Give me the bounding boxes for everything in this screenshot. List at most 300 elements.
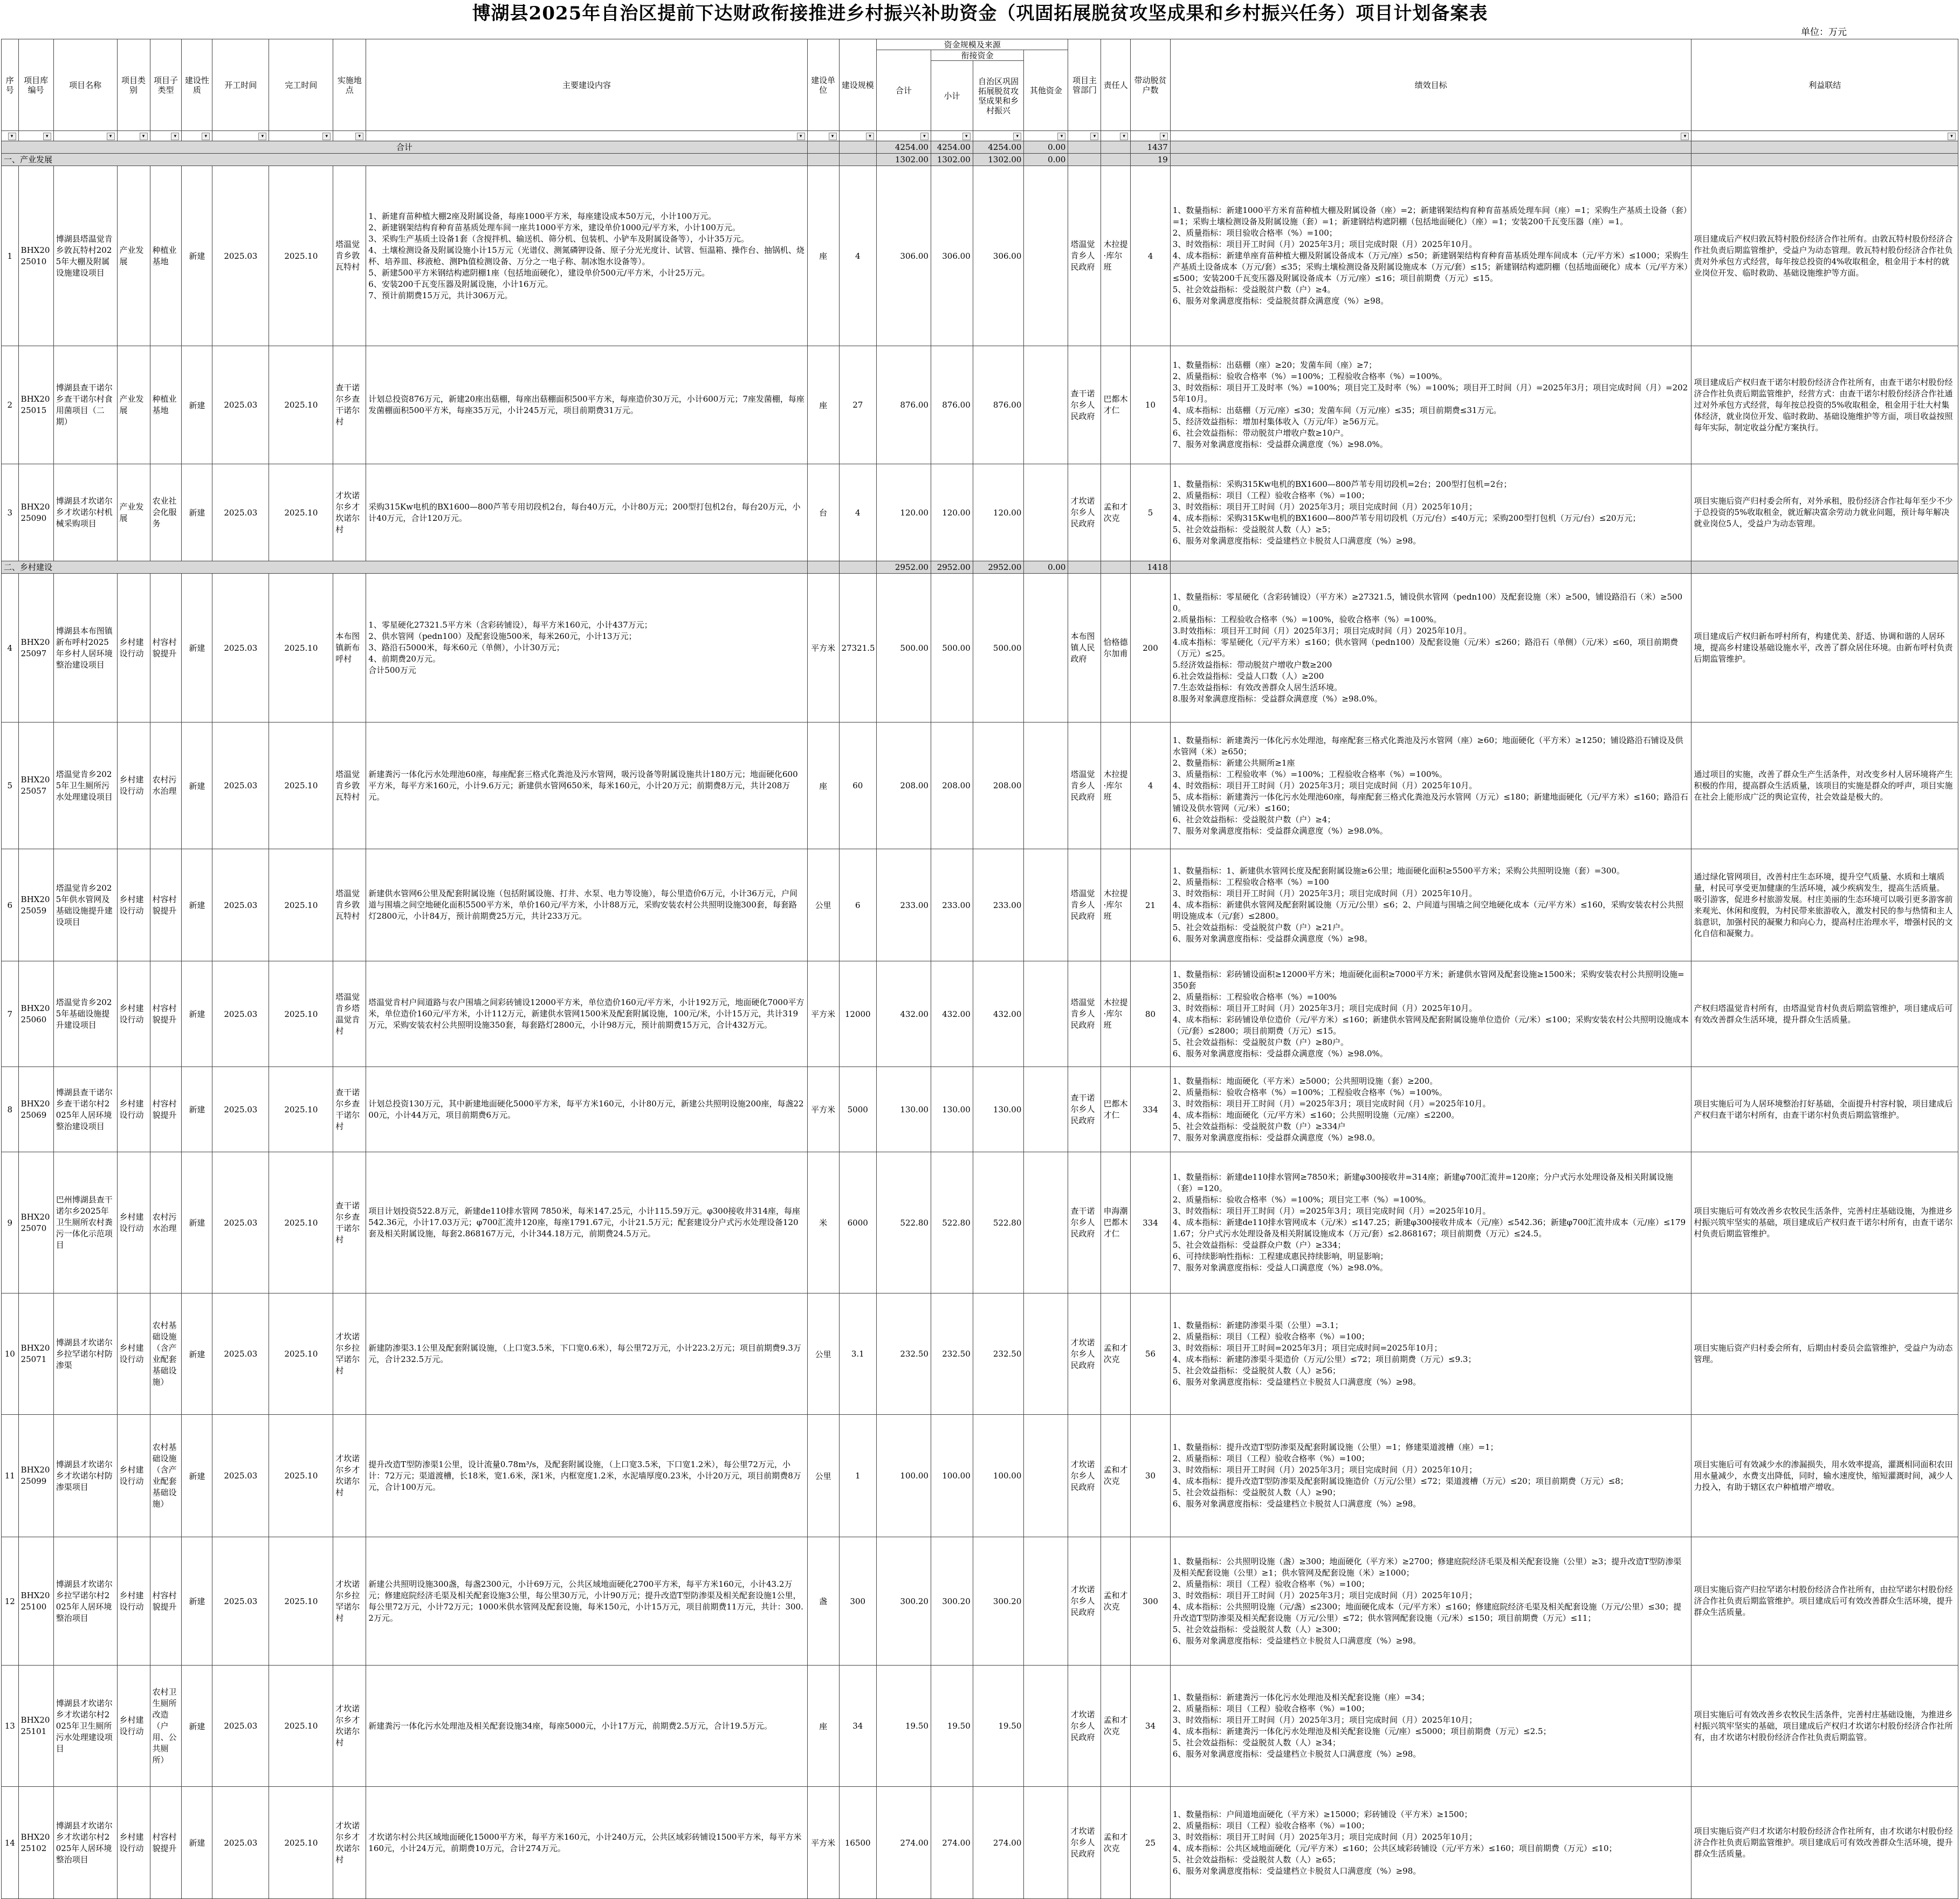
filter-dropdown-icon[interactable]: ▾ (202, 133, 210, 140)
row-benefit: 项目实施后可有效改善乡农牧民生活条件，完善村庄基础设施，为推进乡村振兴筑牢坚实的基础，项目建成后产权归才坎诺尔村股份经济合作社所有，由才坎诺尔村股份经济合作社负责后期监管。 (1691, 1666, 1958, 1787)
row-name: 博湖县本布图镇新布呼村2025年乡村人居环境整治建设项目 (53, 574, 117, 723)
row-benefit: 项目建成后产权归敦瓦特村股份经济合作社所有。由敦瓦特村股份经济合作社负责后期监管维护，受益户为动态管理。敦瓦特村股份经济合作社负责对外承包方式经营，每年按总投资的4%收取租金，租金用于本村的就业岗位开发、临时救助、基础设施维护等方面。 (1691, 166, 1958, 346)
row-unit: 盏 (807, 1537, 839, 1666)
row-poor: 80 (1131, 961, 1171, 1067)
row-type: 乡村建设行动 (117, 1293, 150, 1415)
header-benefit: 利益联结 (1691, 39, 1958, 131)
row-code: BHX2025101 (18, 1666, 53, 1787)
row-total: 208.00 (876, 723, 931, 849)
table-header (2, 39, 1958, 131)
row-subtotal: 300.20 (931, 1537, 973, 1666)
table-row (2, 1415, 1958, 1537)
row-subtype: 村容村貌提升 (150, 1067, 182, 1152)
row-scale: 27 (839, 346, 876, 464)
section-label: 二、乡村建设 (2, 561, 808, 574)
row-start: 2025.03 (212, 464, 269, 561)
row-start: 2025.03 (212, 723, 269, 849)
row-perf: 1、数量指标：出菇棚（座）≥20；发菌车间（座）≥7； 2、质量指标：验收合格率（%）=100%；工程验收合格率（%）=100%。 3、时效指标：项目开工及时率（%）=100%；项目完工及时率（%）=100%；项目开工时间（月）=2025年3月；项目完成时间（月）=2025年10月。 4、成本指标：出菇棚（万元/座）≤30；发菌车间（万元/座）≤35；项目前期费≤31万元。 5、经济效益指标：增加村集体收入（万元/年）≥56万元。 6、社会效益指标：带动脱贫户增收户数≥10户。 7、服务对象满意度指标：受益群众满意度（%）≥98.0%。 (1170, 346, 1691, 464)
row-nature: 新建 (182, 1537, 212, 1666)
header-scale: 建设规模 (839, 39, 876, 131)
row-scale: 60 (839, 723, 876, 849)
row-person: 恰格德尔加甫 (1101, 574, 1131, 723)
row-other (1024, 1067, 1068, 1152)
row-name: 博湖县才坎诺尔乡才坎诺尔村机械采购项目 (53, 464, 117, 561)
row-autonomous: 19.50 (973, 1666, 1024, 1787)
row-type: 乡村建设行动 (117, 849, 150, 961)
table-row (2, 574, 1958, 723)
row-subtype: 村容村貌提升 (150, 1537, 182, 1666)
row-type: 乡村建设行动 (117, 1537, 150, 1666)
row-other (1024, 1666, 1068, 1787)
row-scale: 4 (839, 166, 876, 346)
row-perf: 1、数量指标：户间道地面硬化（平方米）≥15000；彩砖铺设（平方米）≥1500； 2、质量指标：项目（工程）验收合格率（%）=100； 3、时效指标：项目开工时间（月）2025年3月；项目完成时间（月）2025年10月； 4、成本指标：公共区域地面硬化（元/平方米）≤160；公共区域彩砖铺设（元/平方米）≤160；项目前期费（万元）≤10； 5、社会效益指标：受益脱贫人数（人）≥65； 6、服务对象满意度指标：受益建档立卡脱贫人口满意度（%）≥98。 (1170, 1787, 1691, 1899)
summary-label: 合计 (2, 141, 808, 154)
row-benefit: 项目实施后可为人居环境整治打好基础，全面提升村容村貌，项目建成后产权归查干诺尔村所有，由查干诺尔村负责后期监管维护。 (1691, 1067, 1958, 1152)
section-other: 0.00 (1024, 561, 1068, 574)
section-benefit (1691, 561, 1958, 574)
row-total: 233.00 (876, 849, 931, 961)
row-code: BHX2025060 (18, 961, 53, 1067)
row-autonomous: 306.00 (973, 166, 1024, 346)
row-dept: 才坎诺尔乡人民政府 (1068, 1666, 1101, 1787)
row-scale: 34 (839, 1666, 876, 1787)
filter-cell (807, 131, 839, 141)
row-total: 300.20 (876, 1537, 931, 1666)
filter-dropdown-icon[interactable]: ▾ (8, 133, 16, 140)
row-autonomous: 522.80 (973, 1152, 1024, 1293)
row-poor: 4 (1131, 723, 1171, 849)
row-subtotal: 130.00 (931, 1067, 973, 1152)
header-perf: 绩效目标 (1170, 39, 1691, 131)
summary-autonomous: 4254.00 (973, 141, 1024, 154)
filter-cell (839, 131, 876, 141)
filter-dropdown-icon[interactable]: ▾ (258, 133, 266, 140)
filter-cell (876, 131, 931, 141)
filter-dropdown-icon[interactable]: ▾ (866, 133, 874, 140)
row-other (1024, 166, 1068, 346)
section-row (2, 561, 1958, 574)
row-name: 塔温觉肯乡2025年基础设施提升建设项目 (53, 961, 117, 1067)
row-end: 2025.10 (269, 961, 333, 1067)
header-place: 实施地点 (333, 39, 366, 131)
summary-benefit (1691, 141, 1958, 154)
row-scale: 300 (839, 1537, 876, 1666)
row-place: 才坎诺尔乡才坎诺尔村 (333, 464, 366, 561)
section-dept (1068, 154, 1101, 166)
row-dept: 才坎诺尔乡人民政府 (1068, 1415, 1101, 1537)
row-content: 计划总投资876万元，新建20座出菇棚，每座出菇棚面积500平方米，每座造价30万元，小计600万元；7座发菌棚，每座发菌棚面积500平方米，每座35万元，小计245万元，项目前期费31万元。 (366, 346, 807, 464)
row-autonomous: 120.00 (973, 464, 1024, 561)
filter-dropdown-icon[interactable]: ▾ (1090, 133, 1098, 140)
table-row (2, 849, 1958, 961)
row-other (1024, 1293, 1068, 1415)
row-benefit: 项目实施后可有效减少水的渗漏损失，用水效率提高，灌溉相同面积农田用水量减少，水费支出降低，同时，输水速度快，缩短灌溉时间，减少人力投入，有助于辖区农户种植增产增收。 (1691, 1415, 1958, 1537)
row-autonomous: 232.50 (973, 1293, 1024, 1415)
header-nature: 建设性质 (182, 39, 212, 131)
row-person: 木拉提·库尔班 (1101, 849, 1131, 961)
row-benefit: 项目实施后可有效改善乡农牧民生活条件，完善村庄基础设施，为推进乡村振兴筑牢坚实的基础，项目建成后产权归查干诺尔村所有，由查干诺尔村负责后期监管维护。 (1691, 1152, 1958, 1293)
row-dept: 塔温觉肯乡人民政府 (1068, 723, 1101, 849)
row-unit: 平方米 (807, 1067, 839, 1152)
header-subtotal: 小计 (931, 61, 973, 131)
row-dept: 查干诺尔乡人民政府 (1068, 1152, 1101, 1293)
row-perf: 1、数量指标：彩砖铺设面积≥12000平方米；地面硬化面积≥7000平方米；新建供水管网及配套设施≥1500米；采购安装农村公共照明设施=350套 2、质量指标：工程验收合格率（%）=100% 3、时效指标：项目开工时间（月）2025年3月；项目完成时间（月）2025年10月。 4、成本指标：彩砖铺设单位造价（元/平方米）≤160；新建供水管网及配套附属设施单位造价（元/米）≤100；采购安装农村公共照明设施成本（元/套）≤2800；项目前期费（万元）≤15。 5、社会效益指标：受益脱贫户数（户）≥80户。 6、服务对象满意度指标：受益群众满意度（%）≥98.0%。 (1170, 961, 1691, 1067)
row-dept: 才坎诺尔乡人民政府 (1068, 1293, 1101, 1415)
row-subtotal: 306.00 (931, 166, 973, 346)
filter-row (2, 131, 1958, 141)
row-seq: 4 (2, 574, 19, 723)
row-poor: 21 (1131, 849, 1171, 961)
row-subtotal: 233.00 (931, 849, 973, 961)
row-end: 2025.10 (269, 166, 333, 346)
row-seq: 8 (2, 1067, 19, 1152)
summary-scale (839, 141, 876, 154)
section-unit (807, 561, 839, 574)
row-seq: 13 (2, 1666, 19, 1787)
filter-dropdown-icon[interactable]: ▾ (829, 133, 837, 140)
filter-dropdown-icon[interactable]: ▾ (322, 133, 331, 140)
section-other: 0.00 (1024, 154, 1068, 166)
row-dept: 塔温觉肯乡人民政府 (1068, 849, 1101, 961)
row-place: 塔温觉肯乡塔温觉肯村 (333, 961, 366, 1067)
row-scale: 16500 (839, 1787, 876, 1899)
row-perf: 1、数量指标：采购315Kw电机的BX1600—800芦苇专用切段机=2台；200型打包机=2台； 2、质量指标：项目（工程）验收合格率（%）=100； 3、时效指标：项目开工时间（月）2025年3月；项目完成时间（月）2025年10月； 4、成本指标：采购315Kw电机的BX1600—800芦苇专用切段机（万元/台）≤40万元；采购200型打包机（万元/台）≤20万元； 5、社会效益指标：受益脱贫人数（人）≥5； 6、服务对象满意度指标：受益建档立卡脱贫人口满意度（%）≥98。 (1170, 464, 1691, 561)
row-perf: 1、数量指标：公共照明设施（盏）≥300；地面硬化（平方米）≥2700；修建庭院经济毛渠及相关配套设施（公里）≥3；提升改造T型防渗渠及相关配套设施（公里）≥1；供水管网及配套设施（米）≥1000； 2、质量指标：项目（工程）验收合格率（%）=100； 3、时效指标：项目开工时间（月）2025年3月；项目完成时间（月）2025年10月； 4、成本指标：公共照明设施（元/盏）≤2300；地面硬化成本（元/平方米）≤160；修建庭院经济毛渠及相关配套设施（万元/公里）≤30；提升改造T型防渗渠及相关配套设施（万元/公里）≤72；供水管网配套设施（元/米）≤150；项目前期费（万元）≤11； 5、社会效益指标：受益脱贫人数（人）≥300； 6、服务对象满意度指标：受益建档立卡脱贫人口满意度（%）≥98。 (1170, 1537, 1691, 1666)
header-type: 项目类别 (117, 39, 150, 131)
filter-dropdown-icon[interactable]: ▾ (1013, 133, 1021, 140)
header-funds-group: 资金规模及来源 (876, 39, 1068, 50)
header-other: 其他资金 (1024, 50, 1068, 131)
summary-dept (1068, 141, 1101, 154)
filter-cell (1024, 131, 1068, 141)
row-nature: 新建 (182, 849, 212, 961)
row-perf: 1、数量指标：新建粪污一体化污水处理池及相关配套设施（座）=34； 2、质量指标：项目（工程）验收合格率（%）=100； 3、时效指标：项目开工时间（月）2025年3月；项目完成时间（月）2025年10月； 4、成本指标：新建粪污一体化污水处理池及相关配套设施（元/座）≤5000；项目前期费（万元）≤2.5； 5、社会效益指标：受益脱贫人数（人）≥34； 6、服务对象满意度指标：受益建档立卡脱贫人口满意度（%）≥98。 (1170, 1666, 1691, 1787)
row-end: 2025.10 (269, 1537, 333, 1666)
filter-cell (18, 131, 53, 141)
row-subtotal: 100.00 (931, 1415, 973, 1537)
row-unit: 台 (807, 464, 839, 561)
row-name: 博湖县才坎诺尔乡才坎诺尔村2025年卫生厕所污水处理建设项目 (53, 1666, 117, 1787)
row-nature: 新建 (182, 723, 212, 849)
row-start: 2025.03 (212, 1537, 269, 1666)
filter-cell (2, 131, 19, 141)
row-person: 孟和才次克 (1101, 464, 1131, 561)
table-row (2, 961, 1958, 1067)
section-unit (807, 154, 839, 166)
summary-row (2, 141, 1958, 154)
row-other (1024, 723, 1068, 849)
row-scale: 12000 (839, 961, 876, 1067)
table-row (2, 1666, 1958, 1787)
section-perf (1170, 561, 1691, 574)
row-benefit: 项目实施后资产归才坎诺尔村股份经济合作社所有，由才坎诺尔村股份经济合作社负责后期监管维护。项目建成后可有效改善群众生活环境，提升群众生活质量。 (1691, 1787, 1958, 1899)
row-start: 2025.03 (212, 1787, 269, 1899)
row-dept: 才坎诺尔乡人民政府 (1068, 464, 1101, 561)
filter-dropdown-icon[interactable]: ▾ (1948, 133, 1956, 140)
filter-dropdown-icon[interactable]: ▾ (107, 133, 115, 140)
row-name: 博湖县塔温觉肯乡敦瓦特村2025年大棚及附属设施建设项目 (53, 166, 117, 346)
row-total: 876.00 (876, 346, 931, 464)
filter-cell (973, 131, 1024, 141)
header-total: 合计 (876, 50, 931, 131)
row-subtype: 村容村貌提升 (150, 849, 182, 961)
row-total: 500.00 (876, 574, 931, 723)
row-scale: 27321.5 (839, 574, 876, 723)
row-subtotal: 120.00 (931, 464, 973, 561)
row-person: 木拉提·库尔班 (1101, 723, 1131, 849)
section-subtotal: 1302.00 (931, 154, 973, 166)
row-dept: 才坎诺尔乡人民政府 (1068, 1537, 1101, 1666)
row-unit: 平方米 (807, 1787, 839, 1899)
row-total: 306.00 (876, 166, 931, 346)
row-seq: 1 (2, 166, 19, 346)
row-perf: 1、数量指标：零星硬化（含彩砖铺设）（平方米）≥27321.5，铺设供水管网（pedn100）及配套设施（米）≥500，铺设路沿石（米）≥5000。 2.质量指标：工程验收合格率（%）=100%，验收合格率（%）=100%。 3.时效指标：项目开工时间（月）2025年3月；项目完成时间（月）2025年10月。 4.成本指标：零星硬化（元/平方米）≤160；供水管网（pedn100）及配套设施（元/米）≤260；路沿石（单侧）（元/米）≤60，项目前期费（万元）≤25。 5.经济效益指标：带动脱贫户增收户数≥200 6.社会效益指标：受益人口数（人）≥200 7.生态效益指标：有效改善群众人居生活环境。 8.服务对象满意度指标：受益群众满意度（%）≥98.0%。 (1170, 574, 1691, 723)
table-row (2, 1293, 1958, 1415)
filter-dropdown-icon[interactable]: ▾ (1057, 133, 1065, 140)
row-person: 孟和才次克 (1101, 1293, 1131, 1415)
row-nature: 新建 (182, 1666, 212, 1787)
row-code: BHX2025059 (18, 849, 53, 961)
filter-dropdown-icon[interactable]: ▾ (962, 133, 971, 140)
row-autonomous: 300.20 (973, 1537, 1024, 1666)
filter-dropdown-icon[interactable]: ▾ (1160, 133, 1168, 140)
row-content: 新建粪污一体化污水处理池及相关配套设施34座，每座5000元，小计17万元，前期费2.5万元，合计19.5万元。 (366, 1666, 807, 1787)
row-unit: 座 (807, 346, 839, 464)
section-label: 一、产业发展 (2, 154, 808, 166)
row-content: 才坎诺尔村公共区域地面硬化15000平方米，每平方米160元，小计240万元，公共区域彩砖铺设1500平方米，每平方米160元，小计24万元，前期费10万元，合计274万元。 (366, 1787, 807, 1899)
row-benefit: 产权归塔温觉肯村所有，由塔温觉肯村负责后期监管维护，项目建成后可有效改善群众生活环境，提升群众生活质量。 (1691, 961, 1958, 1067)
row-poor: 30 (1131, 1415, 1171, 1537)
row-content: 塔温觉肯村户间道路与农户围墙之间彩砖铺设12000平方米，单位造价160元/平方米，小计192万元，地面硬化7000平方米，单位造价160元/平方米，小计112万元，新建供水管网1500米及配套附属设施，100元/米，小计15万元，共计319万元，采购安装农村公共照明设施350套，每套路灯2800元，小计98万元，预计前期费15万元，合计432万元。 (366, 961, 807, 1067)
row-poor: 10 (1131, 346, 1171, 464)
row-content: 计划总投资130万元，其中新建地面硬化5000平方米，每平方米160元，小计80万元，新建公共照明设施200座，每盏2200元，小计44万元，项目前期费6万元。 (366, 1067, 807, 1152)
row-place: 查干诺尔乡查干诺尔村 (333, 1152, 366, 1293)
row-unit: 平方米 (807, 574, 839, 723)
filter-cell (333, 131, 366, 141)
row-name: 塔温觉肯乡2025年供水管网及基础设施提升建设项目 (53, 849, 117, 961)
row-start: 2025.03 (212, 1666, 269, 1787)
row-type: 乡村建设行动 (117, 1666, 150, 1787)
row-poor: 334 (1131, 1067, 1171, 1152)
row-dept: 才坎诺尔乡人民政府 (1068, 1787, 1101, 1899)
row-code: BHX2025015 (18, 346, 53, 464)
row-end: 2025.10 (269, 1666, 333, 1787)
row-subtotal: 500.00 (931, 574, 973, 723)
row-scale: 6000 (839, 1152, 876, 1293)
header-content: 主要建设内容 (366, 39, 807, 131)
row-total: 120.00 (876, 464, 931, 561)
filter-dropdown-icon[interactable]: ▾ (355, 133, 363, 140)
row-end: 2025.10 (269, 1415, 333, 1537)
row-seq: 5 (2, 723, 19, 849)
row-other (1024, 1415, 1068, 1537)
page-title: 博湖县2025年自治区提前下达财政衔接推进乡村振兴补助资金（巩固拓展脱贫攻坚成果和乡村振兴任务）项目计划备案表 (472, 3, 1488, 24)
row-place: 塔温觉肯乡敦瓦特村 (333, 723, 366, 849)
header-unit: 建设单位 (807, 39, 839, 131)
section-total: 2952.00 (876, 561, 931, 574)
row-nature: 新建 (182, 1293, 212, 1415)
row-benefit: 项目建成后产权归新布呼村所有，构建优美、舒适、协调和谐的人居环境，提高乡村建设基础设施水平，改善了群众居住环境。由新布呼村负责后期监管维护。 (1691, 574, 1958, 723)
row-nature: 新建 (182, 1067, 212, 1152)
row-seq: 6 (2, 849, 19, 961)
filter-dropdown-icon[interactable]: ▾ (1120, 133, 1128, 140)
row-scale: 3.1 (839, 1293, 876, 1415)
row-autonomous: 274.00 (973, 1787, 1024, 1899)
row-autonomous: 432.00 (973, 961, 1024, 1067)
row-subtype: 种植业基地 (150, 346, 182, 464)
row-unit: 公里 (807, 1415, 839, 1537)
filter-dropdown-icon[interactable]: ▾ (171, 133, 179, 140)
section-total: 1302.00 (876, 154, 931, 166)
row-name: 博湖县查干诺尔乡查干诺尔村2025年人居环境整治建设项目 (53, 1067, 117, 1152)
row-subtotal: 432.00 (931, 961, 973, 1067)
row-end: 2025.10 (269, 1152, 333, 1293)
row-content: 1、新建育苗种植大棚2座及附属设备，每座1000平方米，每座建设成本50万元，小计100万元。 2、新建钢架结构育种育苗基质处理车间一座共1000平方米，建设单价1000元/平方米，小计100万元。 3、采购生产基质土设备1套（含搅拌机、输送机、筛分机、包装机、小铲车及附属设备等），小计35万元。 4、土壤检测设备及附属设施小计15万元（光谱仪、测氮磷钾设备、原子分光光度计、试管、恒温箱、操作台、抽锅机、烧杯、培养皿、移液枪、测Ph值检测设备、万分之一电子称、制冰饱水设备等）。 5、新建500平方米钢结构遮阴棚1座（包括地面硬化），建设单价500元/平方米，小计25万元。 6、安装200千瓦变压器及附属设施，小计16万元。 7、预计前期费15万元，共计306万元。 (366, 166, 807, 346)
row-content: 新建粪污一体化污水处理池60座，每座配套三格式化粪池及污水管网，吸污设备等附属设施共计180万元；地面硬化600平方米，每平方米160元，小计9.6万元；新建供水管网650米，每米160元，小计20万元；前期费8万元，共计208万元。 (366, 723, 807, 849)
filter-cell (366, 131, 807, 141)
filter-cell (150, 131, 182, 141)
row-other (1024, 1787, 1068, 1899)
row-place: 本布图镇新布呼村 (333, 574, 366, 723)
row-person: 申海潮巴都木才仁 (1101, 1152, 1131, 1293)
section-scale (839, 561, 876, 574)
row-content: 项目计划投资522.8万元，新建de110排水管网 7850米，每米147.25元，小计115.59万元。φ300接收井314座，每座542.36元，小计17.03万元；φ700汇流井120座，每座1791.67元，小计21.5万元；配套建设分户式污水处理设备120套及相关附属设施，每套2.868167万元，小计344.18万元，前期费24.5万元。 (366, 1152, 807, 1293)
row-seq: 3 (2, 464, 19, 561)
row-start: 2025.03 (212, 1293, 269, 1415)
header-name: 项目名称 (53, 39, 117, 131)
row-dept: 塔温觉肯乡人民政府 (1068, 166, 1101, 346)
row-total: 19.50 (876, 1666, 931, 1787)
row-subtype: 村容村貌提升 (150, 574, 182, 723)
row-place: 塔温觉肯乡敦瓦特村 (333, 849, 366, 961)
section-autonomous: 1302.00 (973, 154, 1024, 166)
row-unit: 公里 (807, 849, 839, 961)
section-subtotal: 2952.00 (931, 561, 973, 574)
row-code: BHX2025099 (18, 1415, 53, 1537)
row-code: BHX2025070 (18, 1152, 53, 1293)
row-subtype: 农业社会化服务 (150, 464, 182, 561)
row-other (1024, 464, 1068, 561)
row-unit: 平方米 (807, 961, 839, 1067)
row-person: 孟和才次克 (1101, 1415, 1131, 1537)
row-place: 查干诺尔乡查干诺尔村 (333, 1067, 366, 1152)
row-subtotal: 19.50 (931, 1666, 973, 1787)
row-content: 采购315Kw电机的BX1600—800芦苇专用切段机2台，每台40万元，小计80万元；200型打包机2台，每台20万元，小计40万元，合计120万元。 (366, 464, 807, 561)
row-scale: 1 (839, 1415, 876, 1537)
row-dept: 塔温觉肯乡人民政府 (1068, 961, 1101, 1067)
row-seq: 11 (2, 1415, 19, 1537)
row-type: 乡村建设行动 (117, 1067, 150, 1152)
row-perf: 1、数量指标：新建防渗渠斗渠（公里）=3.1； 2、质量指标：项目（工程）验收合格率（%）=100； 3、时效指标：项目开工时间=2025年3月；项目完成时间=2025年10月； 4、成本指标：新建防渗渠斗渠造价（万元/公里）≤72；项目前期费（万元）≤9.3； 5、社会效益指标：受益脱贫人数（人）≥56； 6、服务对象满意度指标：受益建档立卡脱贫人口满意度（%）≥98。 (1170, 1293, 1691, 1415)
filter-dropdown-icon[interactable]: ▾ (1681, 133, 1689, 140)
row-type: 产业发展 (117, 166, 150, 346)
row-perf: 1、数量指标：新建1000平方米育苗种植大棚及附属设备（座）=2；新建钢架结构育种育苗基质处理车间（座）=1；采购生产基质土设备（套）=1；采购土壤检测设备及附属设施（套）=1；新建钢结构遮阴棚（包括地面硬化）（座）=1；安装200千瓦变压器（座）=1。 2、质量指标：项目验收合格率（%）=100； 3、时效指标：项目开工时间（月）2025年3月；项目完成时限（月）2025年10月。 4、成本指标：新建单座育苗种植大棚及附属设备成本（万元/座）≤50；新建钢架结构育种育苗基质处理车间成本（元/平方米）≤1000；采购生产基质土设备成本（万元/套）≤35；采购土壤检测设备及附属设施成本（万元/套）≤15；新建钢结构遮阴棚（包括地面硬化）成本（元/平方米）≤500；安装200千瓦变压器及附属设备成本（万元/座）≤16；项目前期费（万元）≤15。 5、社会效益指标：受益脱贫户数（户）≥4。 6、服务对象满意度指标：受益脱贫群众满意度（%）≥98。 (1170, 166, 1691, 346)
summary-subtotal: 4254.00 (931, 141, 973, 154)
row-other (1024, 961, 1068, 1067)
row-content: 新建公共照明设施300盏，每盏2300元，小计69万元，公共区域地面硬化2700平方米，每平方米160元，小计43.2万元；修建庭院经济毛渠及相关配套设施3公里，每公里30万元，小计90万元；提升改造T型防渗渠及相关配套设施1公里，每公里72万元，小计72万元；1000米供水管网及配套设施，每米150元，小计15万元，项目前期费11万元，共计：300.2万元。 (366, 1537, 807, 1666)
row-unit: 米 (807, 1152, 839, 1293)
row-seq: 9 (2, 1152, 19, 1293)
row-start: 2025.03 (212, 1067, 269, 1152)
row-total: 432.00 (876, 961, 931, 1067)
row-perf: 1、数量指标：新建de110排水管网≥7850米；新建φ300接收井=314座；新建φ700汇流井=120座；分户式污水处理设备及相关附属设施（套）=120。 2、质量指标：验收合格率（%）=100%；项目完工率（%）=100%。 3、时效指标：项目开工时间（月）=2025年3月；项目完成时间（月）=2025年10月。 4、成本指标：新建de110排水管网成本（元/米）≤147.25；新建φ300接收井成本（元/座）≤542.36；新建φ700汇流井成本（元/座）≤1791.67；分户式污水处理设备及相关附属设施成本（万元/套）≤2.868167；项目前期费（万元）≤24.5。 5、社会效益指标：受益群众户数（户）≥334； 6、可持续影响性指标：工程建成惠民持续影响，明显影响； 7、服务对象满意度指标：受益人口满意度（%）≥98.0%。 (1170, 1152, 1691, 1293)
row-total: 130.00 (876, 1067, 931, 1152)
row-subtotal: 876.00 (931, 346, 973, 464)
table-row (2, 1152, 1958, 1293)
header-end: 完工时间 (269, 39, 333, 131)
row-scale: 6 (839, 849, 876, 961)
row-code: BHX2025071 (18, 1293, 53, 1415)
table-row (2, 464, 1958, 561)
row-poor: 4 (1131, 166, 1171, 346)
summary-unit (807, 141, 839, 154)
row-end: 2025.10 (269, 1067, 333, 1152)
table-row (2, 1537, 1958, 1666)
filter-dropdown-icon[interactable]: ▾ (920, 133, 929, 140)
row-autonomous: 100.00 (973, 1415, 1024, 1537)
header-funds-sub: 衔接资金 (931, 50, 1023, 61)
row-end: 2025.10 (269, 1787, 333, 1899)
row-name: 博湖县查干诺尔乡查干诺尔村食用菌项目（二期） (53, 346, 117, 464)
row-subtype: 农村基础设施（含产业配套基础设施） (150, 1293, 182, 1415)
section-perf (1170, 154, 1691, 166)
header-subtype: 项目子类型 (150, 39, 182, 131)
row-benefit: 项目建成后产权归查干诺尔村股份经济合作社所有，由查干诺尔村股份经济合作社负责后期监管维护，经营方式：由查干诺尔村股份经济合作社通过对外承包方式经营，每年按总投资的5%收取租金，租金用于壮大村集体经济，就业岗位开发、临时救助、基础设施维护等方面，项目收益按照每年实际，制定收益分配方案执行。 (1691, 346, 1958, 464)
row-content: 1、零星硬化27321.5平方米（含彩砖铺设），每平方米160元，小计437万元； 2、供水管网（pedn100）及配套设施500米，每米260元，小计13万元； 3、路沿石5000米，每米60元（单侧），小计30万元； 4、前期费20万元。 合计500万元 (366, 574, 807, 723)
header-start: 开工时间 (212, 39, 269, 131)
filter-dropdown-icon[interactable]: ▾ (43, 133, 51, 140)
summary-poor: 1437 (1131, 141, 1171, 154)
header-person: 责任人 (1101, 39, 1131, 131)
row-end: 2025.10 (269, 346, 333, 464)
row-subtype: 农村污水治理 (150, 723, 182, 849)
row-benefit: 通过绿化管网项目，改善村庄生态环境，提升空气质量、水质和土壤质量，村民可享受更加健康的生活环境，减少疾病发生，提高生活质量。 吸引游客，促进乡村旅游发展。村庄美丽的生态环境可以吸引更多游客前来观光、休闲和度假，为村民带来旅游收入，激发村民的参与热情和主人翁意识，加强村民的凝聚力和向心力，提高村庄治理水平，增强村民的文化自信和凝聚力。 (1691, 849, 1958, 961)
row-name: 博湖县才坎诺尔乡才坎诺尔村2025年人居环境整治项目 (53, 1787, 117, 1899)
section-person (1101, 561, 1131, 574)
row-perf: 1、数量指标：1、新建供水管网长度及配套附属设施≥6公里；地面硬化面积≥5500平方米；采购公共照明设施（套）=300。 2、质量指标：工程验收合格率（%）=100 3、时效指标：项目开工时间（月）2025年3月；项目完成时间（月）2025年10月。 4、成本指标：新建供水管网及配套附属设施（万元/公里）≤6；2、户间道与围墙之间空地硬化成本（元/平方米）≤160，采购安装农村公共照明设施成本（元/套）≤2800。 5、社会效益指标：受益脱贫户数（户）≥21户。 6、服务对象满意度指标：受益群众满意度（%）≥98。 (1170, 849, 1691, 961)
row-end: 2025.10 (269, 574, 333, 723)
row-nature: 新建 (182, 346, 212, 464)
row-type: 产业发展 (117, 346, 150, 464)
header-dept: 项目主管部门 (1068, 39, 1101, 131)
filter-cell (1101, 131, 1131, 141)
section-dept (1068, 561, 1101, 574)
row-seq: 10 (2, 1293, 19, 1415)
row-unit: 座 (807, 1666, 839, 1787)
row-end: 2025.10 (269, 464, 333, 561)
row-code: BHX2025069 (18, 1067, 53, 1152)
filter-dropdown-icon[interactable]: ▾ (140, 133, 148, 140)
row-seq: 12 (2, 1537, 19, 1666)
row-code: BHX2025102 (18, 1787, 53, 1899)
row-end: 2025.10 (269, 723, 333, 849)
row-subtype: 村容村貌提升 (150, 1787, 182, 1899)
filter-cell (1068, 131, 1101, 141)
row-content: 提升改造T型防渗渠1公里，设计流量0.78m³/s，及配套附属设施，（上口宽3.5米，下口宽1.2米），每公里72万元，小计：72万元；渠道渡槽，长18米，宽1.6米，深1米，内框宽度1.2米，水泥墙厚度0.23米，小计20万元，项目前期费8万元，合计100万元。 (366, 1415, 807, 1537)
row-person: 木拉提·库尔班 (1101, 961, 1131, 1067)
row-other (1024, 1152, 1068, 1293)
row-subtype: 农村基础设施（含产业配套基础设施） (150, 1415, 182, 1537)
filter-dropdown-icon[interactable]: ▾ (797, 133, 805, 140)
row-seq: 14 (2, 1787, 19, 1899)
row-total: 522.80 (876, 1152, 931, 1293)
row-start: 2025.03 (212, 961, 269, 1067)
row-name: 塔温觉肯乡2025年卫生厕所污水处理建设项目 (53, 723, 117, 849)
header-code: 项目库编号 (18, 39, 53, 131)
row-benefit: 项目实施后资产归村委会所有，后期由村委员会监管维护，受益户为动态管理。 (1691, 1293, 1958, 1415)
row-type: 产业发展 (117, 464, 150, 561)
row-autonomous: 233.00 (973, 849, 1024, 961)
